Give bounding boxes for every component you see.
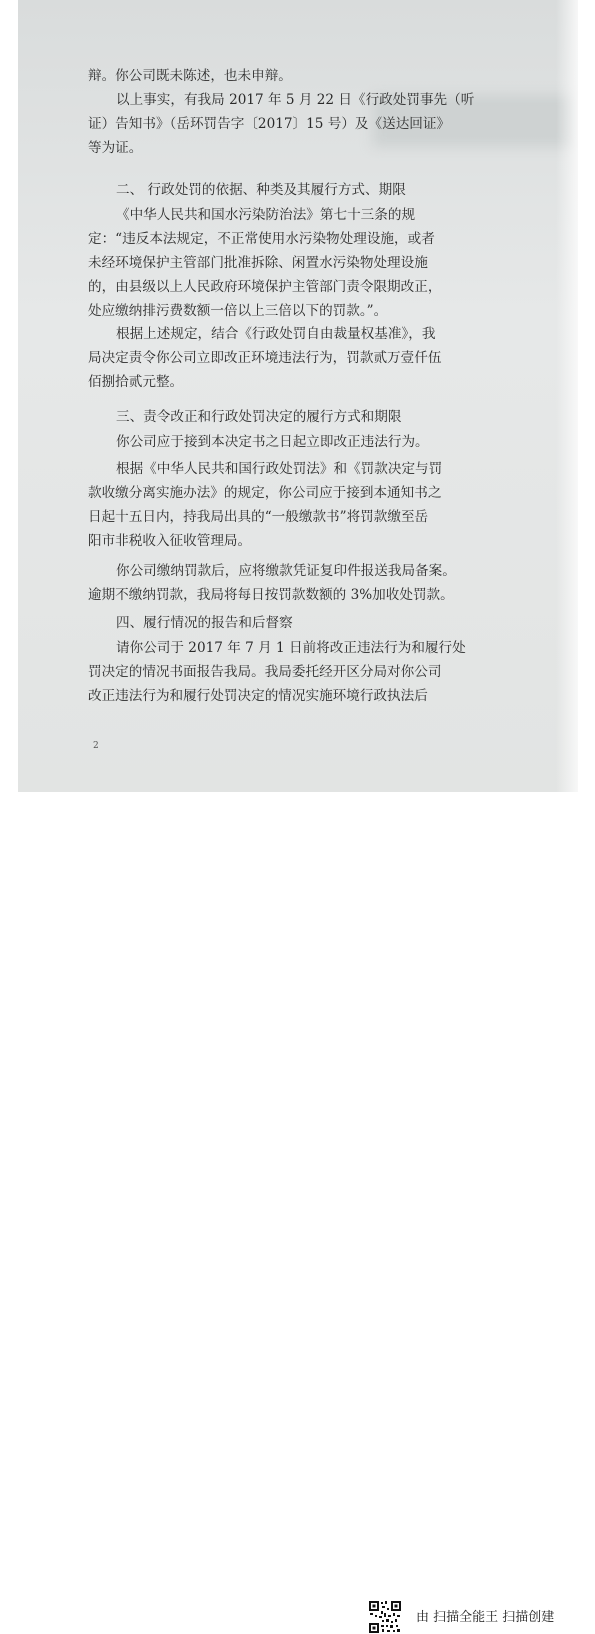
text-line: 等为证。: [88, 140, 143, 156]
scanner-brand-text: 由 扫描全能王 扫描创建: [416, 1610, 555, 1625]
scanner-footer: [0, 792, 595, 1625]
paragraph-law-citation: [18, 203, 578, 323]
text-line: 阳市非税收入征收管理局。: [88, 533, 252, 549]
text-line: 请你公司于 2017 年 7 月 1 日前将改正违法行为和履行处: [116, 640, 466, 656]
paragraph-payment: [18, 457, 578, 553]
text-line: 处应缴纳排污费数额一倍以上三倍以下的罚款。”。: [88, 303, 388, 319]
paragraph-report: [18, 636, 578, 708]
section-heading-3: [18, 405, 578, 429]
section-heading-4: [18, 611, 578, 635]
text-line: 二、 行政处罚的依据、种类及其履行方式、期限: [116, 182, 406, 198]
text-line: 改正违法行为和履行处罚决定的情况实施环境行政执法后: [88, 688, 428, 704]
text-line: 未经环境保护主管部门批准拆除、闲置水污染物处理设施: [88, 255, 428, 271]
paragraph-correction: [18, 430, 578, 454]
text-line: 你公司缴纳罚款后，应将缴款凭证复印件报送我局备案。: [116, 563, 456, 579]
text-line: 佰捌拾贰元整。: [88, 374, 184, 390]
text-line: 局决定责令你公司立即改正环境违法行为，罚款贰万壹仟伍: [88, 350, 442, 366]
text-line: 四、履行情况的报告和后督察: [116, 615, 293, 631]
text-line: 证）告知书》（岳环罚告字〔2017〕15 号）及《送达回证》: [88, 116, 451, 132]
text-line: 罚决定的情况书面报告我局。我局委托经开区分局对你公司: [88, 664, 442, 680]
text-line: 你公司应于接到本决定书之日起立即改正违法行为。: [116, 434, 429, 450]
text-line: 根据上述规定，结合《行政处罚自由裁量权基准》，我: [116, 326, 436, 342]
qr-code-icon: [368, 1600, 402, 1634]
paragraph-decision: [18, 322, 578, 394]
text-line: 款收缴分离实施办法》的规定，你公司应于接到本通知书之: [88, 485, 442, 501]
section-heading-2: [18, 178, 578, 202]
paragraph-evidence: [18, 88, 578, 160]
text-line: 《中华人民共和国水污染防治法》第七十三条的规: [116, 207, 416, 223]
paragraph-late-payment: [18, 559, 578, 607]
text-line: 定：“违反本法规定，不正常使用水污染物处理设施，或者: [88, 231, 435, 247]
text-line: 的，由县级以上人民政府环境保护主管部门责令限期改正，: [88, 279, 442, 295]
text-line: 三、责令改正和行政处罚决定的履行方式和期限: [116, 409, 402, 425]
text-line: 日起十五日内，持我局出具的“一般缴款书”将罚款缴至岳: [88, 509, 429, 525]
text-line: 辩。你公司既未陈述，也未申辩。: [88, 68, 292, 84]
text-line: 逾期不缴纳罚款，我局将每日按罚款数额的 3%加收处罚款。: [88, 587, 454, 603]
text-line: 根据《中华人民共和国行政处罚法》和《罚款决定与罚: [116, 461, 443, 477]
paragraph-statement: [18, 64, 578, 88]
page-number: 2: [93, 741, 99, 751]
scanned-page: [18, 0, 578, 792]
text-line: 以上事实，有我局 2017 年 5 月 22 日《行政处罚事先（听: [116, 92, 475, 108]
